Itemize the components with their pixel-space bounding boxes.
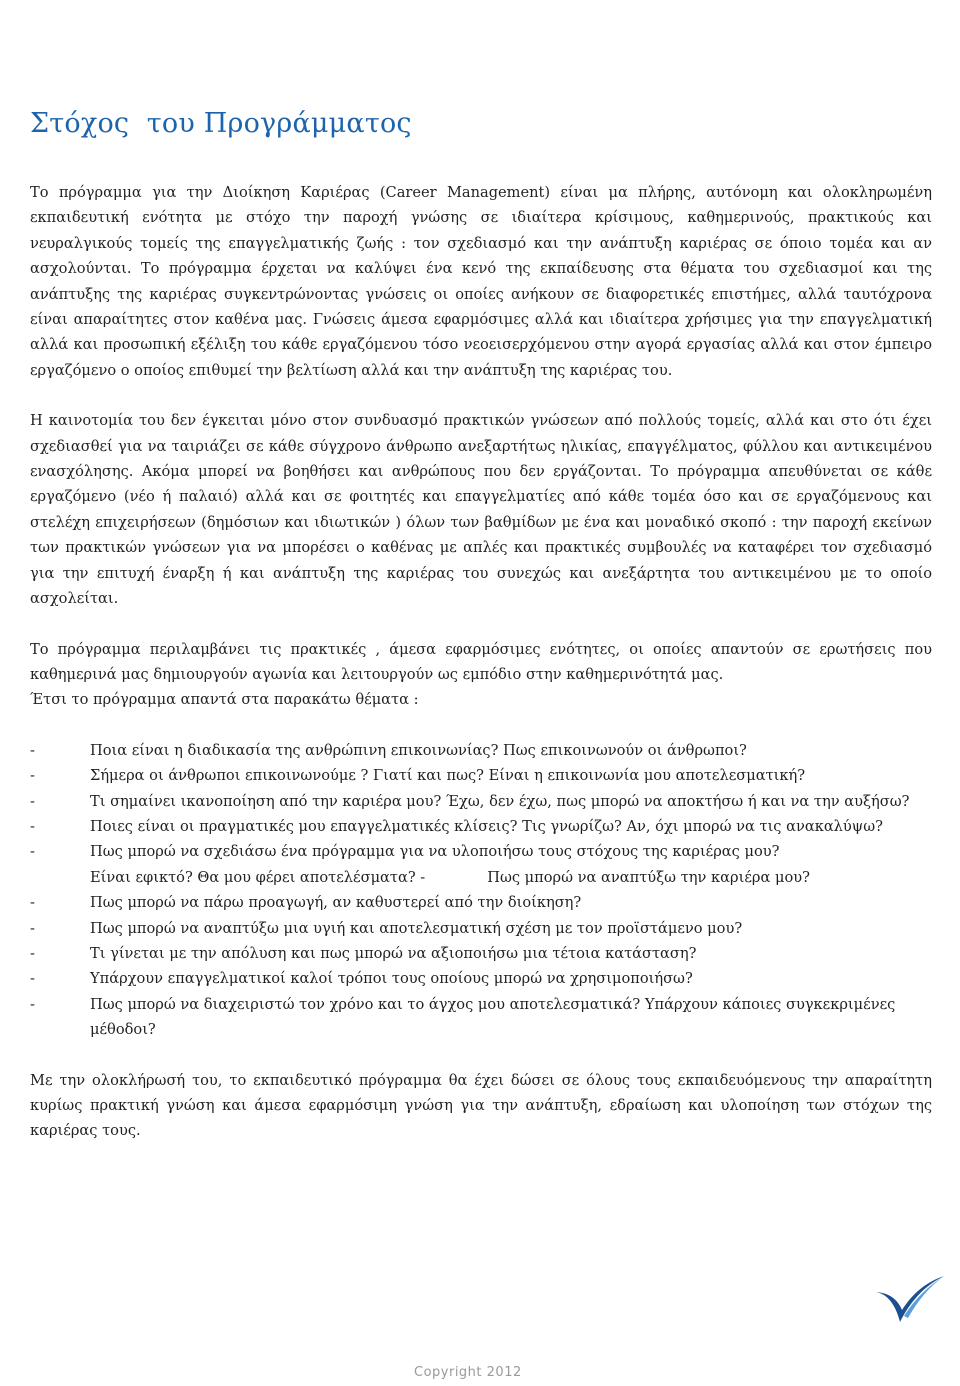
list-item <box>30 789 932 814</box>
list-dash: - <box>30 843 35 861</box>
copyright-text: Copyright 2012 <box>414 1365 522 1380</box>
paragraph-intro <box>30 637 932 713</box>
list-item <box>30 814 932 839</box>
list-item-text: Πως μπορώ να αναπτύξω μια υγιή και αποτελεσματική σχέση με τον προϊστάμενο μου? <box>90 919 743 937</box>
paragraph-closing: Με την ολοκλήρωσή του, το εκπαιδευτικό πρόγραμμα θα έχει δώσει σε όλους τους εκπαιδευόμενους την απαραίτητη κυρίως πρακτική γνώση και άμεσα εφαρμόσιμη γνώση για την ανάπτυξη, εδραίωση και υλοποίηση των στόχων της καριέρας τους. <box>30 1071 932 1140</box>
logo-swoosh-light <box>904 1276 944 1318</box>
document-body <box>30 180 932 1144</box>
list-dash: - <box>30 944 35 962</box>
list-item <box>30 839 932 864</box>
list-item <box>30 738 932 763</box>
list-item <box>30 941 932 966</box>
list-dash: - <box>30 817 35 835</box>
list-item <box>30 763 932 788</box>
list-item-text: Πως μπορώ να διαχειριστώ τον χρόνο και το άγχος μου αποτελεσματικά? Υπάρχουν κάποιες συγκεκριμένες μέθοδοι? <box>90 995 896 1039</box>
list-dash: - <box>30 919 35 937</box>
list-dash: - <box>30 741 35 759</box>
page-title: Στόχος του Προγράμματος <box>30 108 412 139</box>
list-item-text: Τι σημαίνει ικανοποίηση από την καριέρα μου? Έχω, δεν έχω, πως μπορώ να αποκτήσω ή και να την αυξήσω? <box>90 792 910 810</box>
list-item-text: Ποια είναι η διαδικασία της ανθρώπινη επικοινωνίας? Πως επικοινωνούν οι άνθρωποι? <box>90 741 747 759</box>
list-item-continuation <box>30 865 932 890</box>
paragraph-innovation: Η καινοτομία του δεν έγκειται μόνο στον συνδυασμό πρακτικών γνώσεων από πολλούς τομείς, αλλά και στο ότι έχει σχεδιασθεί για να ταιριάζει σε κάθε σύγχρονο άνθρωπο ανεξαρτήτως ηλικίας, επαγγέλματος, φύλλου και αντικειμένου ενασχόλησης. Ακόμα μπορεί να βοηθήσει και ανθρώπους που δεν εργάζονται. Το πρόγραμμα απευθύνεται σε κάθε εργαζόμενο (νέο ή παλαιό) αλλά και σε φοιτητές και επαγγελματίες από κάθε τομέα όσο και σε εργαζόμενους και στελέχη επιχειρήσεων (δημόσιων και ιδιωτικών ) όλων των βαθμίδων με ένα και μοναδικό σκοπό : την παροχή εκείνων των πρακτικών γνώσεων για να μπορέσει ο καθένας με απλές και πρακτικές συμβουλές να καταφέρει τον σχεδιασμό για την επιτυχή έναρξη ή και ανάπτυξη της καριέρας του συνεχώς και ανεξάρτητα του αντικειμένου με το οποίο ασχολείται. <box>30 412 932 608</box>
topics-list <box>30 738 932 1043</box>
list-item-text: Ποιες είναι οι πραγματικές μου επαγγελματικές κλίσεις? Τις γνωρίζω? Αν, όχι μπορώ να τις ανακαλύψω? <box>90 817 883 835</box>
list-item-text: Υπάρχουν επαγγελματικοί καλοί τρόποι τους οποίους μπορώ να χρησιμοποιήσω? <box>90 970 693 988</box>
list-item <box>30 966 932 991</box>
list-item <box>30 890 932 915</box>
list-dash: - <box>30 767 35 785</box>
list-dash: - <box>30 894 35 912</box>
list-item <box>30 916 932 941</box>
list-item-text: Σήμερα οι άνθρωποι επικοινωνούμε ? Γιατί και πως? Είναι η επικοινωνία μου αποτελεσματική? <box>90 767 806 785</box>
list-item-text: Πως μπορώ να σχεδιάσω ένα πρόγραμμα για να υλοποιήσω τους στόχους της καριέρας μου? <box>90 843 780 861</box>
intro-line: Το πρόγραμμα περιλαμβάνει τις πρακτικές , άμεσα εφαρμόσιμες ενότητες, οι οποίες απαντούν σε ερωτήσεις που καθημερινά μας δημιουργούν αγωνία και λειτουργούν ως εμπόδιο στην καθημερινότητά μας. <box>30 640 932 683</box>
continuation-left: Είναι εφικτό? Θα μου φέρει αποτελέσματα? - <box>90 868 426 886</box>
list-item-text: Πως μπορώ να πάρω προαγωγή, αν καθυστερεί από την διοίκηση? <box>90 894 582 912</box>
paragraph-objective: Το πρόγραμμα για την Διοίκηση Καριέρας (Career Management) είναι μα πλήρης, αυτόνομη και ολοκληρωμένη εκπαιδευτική ενότητα με στόχο την παροχή γνώσης σε ιδιαίτερα κρίσιμους, καθημερινούς, πρακτικούς και νευραλγικούς τομείς της επαγγελματικής ζωής : τον σχεδιασμό και την ανάπτυξη καριέρας σε όποιο τομέα και αν ασχολούνται. Το πρόγραμμα έρχεται να καλύψει ένα κενό της εκπαίδευσης στα θέματα του σχεδιασμοί και της ανάπτυξης της καριέρας συγκεντρώνοντας γνώσεις οι οποίες ανήκουν σε διαφορετικές επιστήμες, αλλά ταυτόχρονα είναι απαραίτητες στον καθένα μας. Γνώσεις άμεσα εφαρμόσιμες αλλά και ιδιαίτερα χρήσιμες για την επαγγελματική αλλά και προσωπική εξέλιξη του κάθε εργαζόμενου τόσο νεοεισερχόμενου στην αγορά εργασίας αλλά και στον έμπειρο εργαζόμενο ο οποίος επιθυμεί την βελτίωση αλλά και την ανάπτυξη της καριέρας του. <box>30 184 932 379</box>
swoosh-logo-icon <box>874 1272 946 1332</box>
logo-swoosh-dark <box>876 1276 944 1322</box>
continuation-right: Πως μπορώ να αναπτύξω την καριέρα μου? <box>487 868 810 886</box>
list-item <box>30 992 932 1043</box>
intro-line: Έτσι το πρόγραμμα απαντά στα παρακάτω θέματα : <box>30 691 419 709</box>
list-dash: - <box>30 970 35 988</box>
list-dash: - <box>30 995 35 1013</box>
list-item-text: Τι γίνεται με την απόλυση και πως μπορώ να αξιοποιήσω μια τέτοια κατάσταση? <box>90 944 697 962</box>
list-dash: - <box>30 792 35 810</box>
